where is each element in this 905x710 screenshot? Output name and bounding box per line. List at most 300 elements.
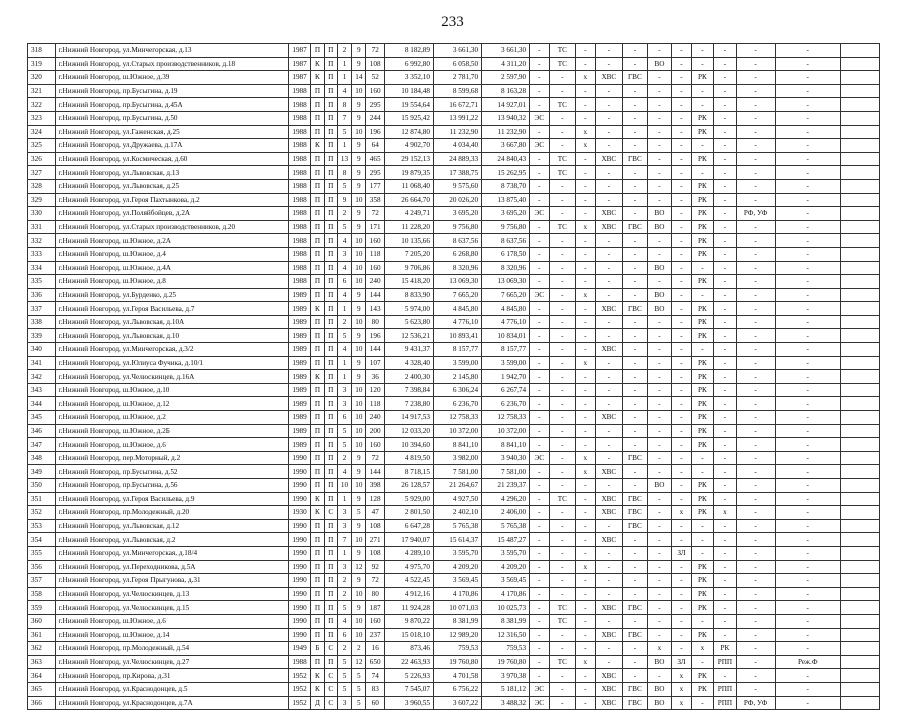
table-cell: - bbox=[672, 343, 691, 357]
table-cell: - bbox=[647, 152, 672, 166]
table-cell: г.Нижний Новгород, пер.Моторный, д.2 bbox=[55, 451, 288, 465]
table-cell: - bbox=[775, 288, 840, 302]
table-cell: 83 bbox=[366, 682, 384, 696]
table-cell: ТС bbox=[549, 614, 576, 628]
table-cell: - bbox=[775, 261, 840, 275]
table-cell: 3 595,70 bbox=[433, 546, 481, 560]
table-cell: К bbox=[311, 71, 324, 85]
table-cell: П bbox=[324, 397, 337, 411]
table-cell: 74 bbox=[366, 669, 384, 683]
table-cell: 15 262,95 bbox=[482, 166, 530, 180]
table-cell: - bbox=[530, 193, 549, 207]
table-cell: г.Нижний Новгород, ул.Львовская, д.12 bbox=[55, 519, 288, 533]
table-cell: - bbox=[736, 506, 775, 520]
table-cell: 351 bbox=[28, 492, 56, 506]
table-cell: - bbox=[672, 44, 691, 58]
page-number: 233 bbox=[441, 14, 464, 30]
table-cell: - bbox=[736, 179, 775, 193]
table-cell: 9 bbox=[352, 111, 366, 125]
table-cell: - bbox=[576, 574, 595, 588]
table-cell: - bbox=[775, 424, 840, 438]
table-cell: - bbox=[691, 533, 714, 547]
table-cell: - bbox=[714, 438, 737, 452]
table-cell: К bbox=[311, 302, 324, 316]
table-cell: - bbox=[672, 465, 691, 479]
table-cell: - bbox=[623, 111, 648, 125]
table-cell: г.Нижний Новгород, ш.Южное, д.10 bbox=[55, 383, 288, 397]
table-cell: 8 841,10 bbox=[482, 438, 530, 452]
table-cell: 2 bbox=[337, 451, 351, 465]
table-cell: 3 bbox=[337, 247, 351, 261]
table-cell: 329 bbox=[28, 193, 56, 207]
table-cell: 1 bbox=[337, 139, 351, 153]
table-cell: 7 581,00 bbox=[433, 465, 481, 479]
table-cell: 12 758,33 bbox=[433, 411, 481, 425]
table-cell: 12 033,20 bbox=[384, 424, 433, 438]
table-cell: 352 bbox=[28, 506, 56, 520]
table-cell: ХВС bbox=[595, 696, 623, 710]
table-cell: г.Нижний Новгород, ул.Челюскинцев, д.15 bbox=[55, 601, 288, 615]
table-cell: 26 664,70 bbox=[384, 193, 433, 207]
table-cell: - bbox=[549, 519, 576, 533]
table-cell: - bbox=[595, 519, 623, 533]
table-cell: 1989 bbox=[288, 370, 311, 384]
table-cell: 8 bbox=[337, 166, 351, 180]
table-cell: П bbox=[311, 574, 324, 588]
table-cell: 8 718,15 bbox=[384, 465, 433, 479]
table-cell: Реж.Ф bbox=[775, 655, 840, 669]
table-cell: г.Нижний Новгород, ул.Львовская, д.2 bbox=[55, 533, 288, 547]
table-cell: г.Нижний Новгород, ул.Челюскинцев, д.13 bbox=[55, 587, 288, 601]
table-cell: х bbox=[576, 465, 595, 479]
table-cell: 650 bbox=[366, 655, 384, 669]
table-cell: ХВС bbox=[595, 669, 623, 683]
table-cell: ТС bbox=[549, 601, 576, 615]
table-cell: - bbox=[736, 614, 775, 628]
table-cell: - bbox=[576, 44, 595, 58]
table-cell: 9 bbox=[352, 519, 366, 533]
table-cell: х bbox=[576, 220, 595, 234]
table-cell: х bbox=[576, 451, 595, 465]
table-cell: - bbox=[714, 111, 737, 125]
table-cell: 1 bbox=[337, 546, 351, 560]
table-cell: х bbox=[576, 356, 595, 370]
table-cell: - bbox=[775, 546, 840, 560]
table-cell: 118 bbox=[366, 397, 384, 411]
table-cell bbox=[840, 587, 879, 601]
table-row bbox=[28, 546, 880, 560]
table-cell: г.Нижний Новгород, ул.Краснодонцев, д.5 bbox=[55, 682, 288, 696]
table-cell: - bbox=[775, 166, 840, 180]
table-cell: - bbox=[623, 125, 648, 139]
table-cell: 15 018,10 bbox=[384, 628, 433, 642]
table-cell: ХВС bbox=[595, 411, 623, 425]
table-row bbox=[28, 574, 880, 588]
table-cell bbox=[840, 152, 879, 166]
table-cell: П bbox=[324, 438, 337, 452]
table-cell: П bbox=[311, 207, 324, 221]
table-cell: 1990 bbox=[288, 465, 311, 479]
table-cell: - bbox=[549, 247, 576, 261]
table-cell: - bbox=[714, 84, 737, 98]
table-cell: 1989 bbox=[288, 288, 311, 302]
table-cell: - bbox=[672, 234, 691, 248]
table-cell: - bbox=[623, 261, 648, 275]
table-cell: - bbox=[775, 193, 840, 207]
table-cell: - bbox=[691, 519, 714, 533]
table-cell: - bbox=[647, 614, 672, 628]
table-cell: 332 bbox=[28, 234, 56, 248]
table-cell: П bbox=[324, 193, 337, 207]
table-cell: 5 bbox=[352, 682, 366, 696]
table-cell: - bbox=[647, 139, 672, 153]
table-cell: П bbox=[324, 139, 337, 153]
table-cell: - bbox=[623, 288, 648, 302]
table-cell: 2 400,30 bbox=[384, 370, 433, 384]
table-cell: - bbox=[775, 125, 840, 139]
table-cell: - bbox=[691, 261, 714, 275]
table-cell bbox=[840, 574, 879, 588]
table-cell: 6 058,50 bbox=[433, 57, 481, 71]
table-cell: г.Нижний Новгород, ул.Героя Пахтынкова, д.2 bbox=[55, 193, 288, 207]
table-cell: ТС bbox=[549, 98, 576, 112]
table-cell: - bbox=[672, 614, 691, 628]
table-cell: 5 bbox=[337, 655, 351, 669]
table-cell: 10 bbox=[352, 411, 366, 425]
table-cell: 4 bbox=[337, 288, 351, 302]
table-row bbox=[28, 356, 880, 370]
table-cell: ХВС bbox=[595, 343, 623, 357]
table-cell: РК bbox=[691, 315, 714, 329]
table-cell: г.Нижний Новгород, пр.Бусыгина, д.52 bbox=[55, 465, 288, 479]
table-cell: - bbox=[530, 57, 549, 71]
table-cell: 72 bbox=[366, 574, 384, 588]
table-cell: - bbox=[736, 574, 775, 588]
table-cell: ТС bbox=[549, 44, 576, 58]
table-cell: П bbox=[311, 166, 324, 180]
table-cell: П bbox=[311, 424, 324, 438]
table-cell: К bbox=[311, 139, 324, 153]
table-cell: - bbox=[691, 614, 714, 628]
table-cell: ХВС bbox=[595, 207, 623, 221]
table-cell: 4 bbox=[337, 261, 351, 275]
table-cell: - bbox=[549, 139, 576, 153]
table-cell: - bbox=[647, 506, 672, 520]
table-cell: 6 bbox=[337, 275, 351, 289]
table-cell: 3 bbox=[337, 519, 351, 533]
table-cell: 360 bbox=[28, 614, 56, 628]
table-cell bbox=[840, 111, 879, 125]
table-cell: 10 bbox=[352, 397, 366, 411]
table-cell: г.Нижний Новгород, ул.Бурденко, д.25 bbox=[55, 288, 288, 302]
table-cell: 331 bbox=[28, 220, 56, 234]
table-cell: 3 bbox=[337, 383, 351, 397]
table-cell: х bbox=[672, 682, 691, 696]
table-cell: - bbox=[595, 261, 623, 275]
table-cell: - bbox=[736, 601, 775, 615]
table-cell: - bbox=[736, 655, 775, 669]
table-cell: 4 701,58 bbox=[433, 669, 481, 683]
table-cell: П bbox=[311, 329, 324, 343]
table-cell: - bbox=[595, 166, 623, 180]
table-cell: 1987 bbox=[288, 57, 311, 71]
table-cell: - bbox=[736, 111, 775, 125]
table-cell: - bbox=[576, 696, 595, 710]
table-cell: 7 205,20 bbox=[384, 247, 433, 261]
table-cell: - bbox=[775, 179, 840, 193]
table-cell: г.Нижний Новгород, ул.Краснодонцев, д.7А bbox=[55, 696, 288, 710]
table-cell: 1987 bbox=[288, 71, 311, 85]
table-cell: - bbox=[549, 424, 576, 438]
table-cell: П bbox=[311, 397, 324, 411]
table-cell: - bbox=[623, 642, 648, 656]
table-cell: 8 841,10 bbox=[433, 438, 481, 452]
table-cell: - bbox=[549, 383, 576, 397]
table-cell: ЭС bbox=[530, 111, 549, 125]
table-cell: - bbox=[595, 139, 623, 153]
table-cell: - bbox=[647, 560, 672, 574]
table-cell: 4 975,70 bbox=[384, 560, 433, 574]
table-cell: 10 bbox=[352, 479, 366, 493]
table-cell: 240 bbox=[366, 411, 384, 425]
table-cell: 12 536,21 bbox=[384, 329, 433, 343]
table-cell: - bbox=[576, 343, 595, 357]
table-cell: П bbox=[311, 343, 324, 357]
table-cell: - bbox=[623, 207, 648, 221]
table-cell: 336 bbox=[28, 288, 56, 302]
table-cell: - bbox=[775, 696, 840, 710]
table-cell: ГВС bbox=[623, 451, 648, 465]
table-row bbox=[28, 71, 880, 85]
table-cell: - bbox=[714, 628, 737, 642]
table-cell: - bbox=[576, 642, 595, 656]
table-cell: г.Нижний Новгород, пр.Кирова, д.31 bbox=[55, 669, 288, 683]
housing-registry-table bbox=[27, 43, 880, 710]
table-cell: - bbox=[714, 343, 737, 357]
table-cell: - bbox=[623, 479, 648, 493]
table-cell: - bbox=[775, 628, 840, 642]
table-cell: - bbox=[595, 179, 623, 193]
table-cell: РК bbox=[691, 179, 714, 193]
table-cell: - bbox=[736, 479, 775, 493]
table-cell: РПП bbox=[714, 682, 737, 696]
table-cell: ВО bbox=[647, 261, 672, 275]
table-cell bbox=[840, 397, 879, 411]
table-cell: - bbox=[576, 261, 595, 275]
table-cell: 144 bbox=[366, 343, 384, 357]
table-cell: г.Нижний Новгород, ш.Южное, д.39 bbox=[55, 71, 288, 85]
table-cell: - bbox=[775, 682, 840, 696]
table-cell: П bbox=[311, 519, 324, 533]
table-cell: П bbox=[324, 288, 337, 302]
table-cell: - bbox=[530, 587, 549, 601]
table-cell: - bbox=[672, 261, 691, 275]
table-cell: - bbox=[736, 465, 775, 479]
table-cell: г.Нижний Новгород, пр.Молодежный, д.20 bbox=[55, 506, 288, 520]
table-cell: 5 bbox=[352, 696, 366, 710]
table-cell: - bbox=[530, 98, 549, 112]
table-cell: - bbox=[623, 411, 648, 425]
table-cell: - bbox=[714, 261, 737, 275]
table-cell bbox=[840, 655, 879, 669]
table-cell: 24 840,43 bbox=[482, 152, 530, 166]
table-cell: П bbox=[324, 479, 337, 493]
table-cell: 4 819,50 bbox=[384, 451, 433, 465]
table-cell: - bbox=[623, 574, 648, 588]
table-cell: - bbox=[549, 587, 576, 601]
table-cell: г.Нижний Новгород, ул.Героя Васильева, д.9 bbox=[55, 492, 288, 506]
table-cell: - bbox=[576, 682, 595, 696]
table-cell: - bbox=[595, 642, 623, 656]
table-cell: - bbox=[714, 207, 737, 221]
table-cell: - bbox=[549, 533, 576, 547]
table-cell: г.Нижний Новгород, ул.Челюскинцев, д.16А bbox=[55, 370, 288, 384]
table-cell: 3 940,30 bbox=[482, 451, 530, 465]
table-cell bbox=[840, 207, 879, 221]
table-cell: х bbox=[672, 669, 691, 683]
table-cell: - bbox=[714, 519, 737, 533]
table-cell: - bbox=[736, 139, 775, 153]
table-cell: П bbox=[311, 546, 324, 560]
table-cell: ЗЛ bbox=[672, 655, 691, 669]
table-cell: 10 bbox=[352, 587, 366, 601]
table-cell: - bbox=[595, 451, 623, 465]
table-cell: 2 597,90 bbox=[482, 71, 530, 85]
table-cell: - bbox=[736, 642, 775, 656]
table-cell: 9 870,22 bbox=[384, 614, 433, 628]
table-cell: П bbox=[311, 560, 324, 574]
table-cell: - bbox=[672, 479, 691, 493]
table-cell: П bbox=[324, 601, 337, 615]
table-cell: 326 bbox=[28, 152, 56, 166]
table-cell: 6 647,28 bbox=[384, 519, 433, 533]
table-cell: 3 bbox=[337, 696, 351, 710]
table-cell: г.Нижний Новгород, пр.Бусыгина, д.56 bbox=[55, 479, 288, 493]
table-cell: 3 bbox=[337, 560, 351, 574]
table-cell: ГВС bbox=[623, 506, 648, 520]
table-cell: - bbox=[647, 275, 672, 289]
table-cell: - bbox=[714, 220, 737, 234]
table-cell: - bbox=[530, 152, 549, 166]
table-cell: 356 bbox=[28, 560, 56, 574]
table-cell: - bbox=[595, 57, 623, 71]
table-cell: 14 917,53 bbox=[384, 411, 433, 425]
table-cell: 11 232,90 bbox=[433, 125, 481, 139]
table-cell: - bbox=[623, 370, 648, 384]
table-row bbox=[28, 207, 880, 221]
table-cell: П bbox=[324, 356, 337, 370]
table-cell: ХВС bbox=[595, 506, 623, 520]
table-cell: П bbox=[324, 533, 337, 547]
table-cell: - bbox=[576, 492, 595, 506]
table-row bbox=[28, 682, 880, 696]
table-cell: РК bbox=[691, 506, 714, 520]
table-cell: 5 bbox=[337, 682, 351, 696]
table-cell: 7 665,20 bbox=[433, 288, 481, 302]
table-cell: 2 402,10 bbox=[433, 506, 481, 520]
table-cell: х bbox=[576, 655, 595, 669]
table-cell: 10 372,00 bbox=[433, 424, 481, 438]
table-row bbox=[28, 506, 880, 520]
table-cell: 9 bbox=[352, 574, 366, 588]
table-row bbox=[28, 220, 880, 234]
table-cell: х bbox=[576, 288, 595, 302]
table-cell: 9 bbox=[352, 465, 366, 479]
table-cell: - bbox=[576, 111, 595, 125]
table-cell: - bbox=[623, 383, 648, 397]
table-cell: 9 bbox=[352, 98, 366, 112]
table-cell: 10 135,66 bbox=[384, 234, 433, 248]
table-cell: 10 394,60 bbox=[384, 438, 433, 452]
table-row bbox=[28, 411, 880, 425]
table-cell: 9 bbox=[352, 57, 366, 71]
table-cell: - bbox=[775, 152, 840, 166]
table-cell: 160 bbox=[366, 234, 384, 248]
table-cell: - bbox=[576, 424, 595, 438]
table-cell: РПП bbox=[714, 696, 737, 710]
table-cell: 9 bbox=[352, 546, 366, 560]
table-cell: 11 068,40 bbox=[384, 179, 433, 193]
table-cell: - bbox=[549, 71, 576, 85]
table-cell: - bbox=[736, 152, 775, 166]
table-cell: 1988 bbox=[288, 234, 311, 248]
table-cell: - bbox=[623, 356, 648, 370]
table-cell: - bbox=[623, 438, 648, 452]
table-cell: П bbox=[324, 628, 337, 642]
table-cell: ВО bbox=[647, 696, 672, 710]
table-cell: - bbox=[530, 397, 549, 411]
table-cell bbox=[840, 696, 879, 710]
table-cell: - bbox=[775, 438, 840, 452]
table-cell: 4 bbox=[337, 614, 351, 628]
table-cell bbox=[840, 57, 879, 71]
table-cell: К bbox=[311, 682, 324, 696]
table-cell: - bbox=[549, 356, 576, 370]
table-cell: - bbox=[530, 533, 549, 547]
table-cell: - bbox=[623, 465, 648, 479]
table-cell: - bbox=[736, 84, 775, 98]
table-cell: 1 bbox=[337, 492, 351, 506]
table-cell: - bbox=[595, 247, 623, 261]
table-cell: - bbox=[530, 44, 549, 58]
table-cell: - bbox=[647, 533, 672, 547]
table-cell: 6 236,70 bbox=[433, 397, 481, 411]
table-cell: П bbox=[324, 560, 337, 574]
table-cell: 4 bbox=[337, 465, 351, 479]
table-cell: РК bbox=[691, 397, 714, 411]
table-cell: 244 bbox=[366, 111, 384, 125]
table-cell: - bbox=[714, 247, 737, 261]
table-cell: 9 bbox=[352, 356, 366, 370]
table-cell: - bbox=[595, 560, 623, 574]
table-row bbox=[28, 343, 880, 357]
table-cell bbox=[840, 669, 879, 683]
table-cell: 343 bbox=[28, 383, 56, 397]
table-cell: РК bbox=[691, 111, 714, 125]
table-cell: 5 bbox=[337, 601, 351, 615]
table-cell: - bbox=[549, 438, 576, 452]
table-row bbox=[28, 642, 880, 656]
table-cell: - bbox=[691, 696, 714, 710]
table-cell: 9 bbox=[352, 152, 366, 166]
table-cell: П bbox=[311, 193, 324, 207]
table-cell bbox=[840, 533, 879, 547]
table-cell: 12 bbox=[352, 560, 366, 574]
table-cell: - bbox=[530, 465, 549, 479]
table-cell: 47 bbox=[366, 506, 384, 520]
table-cell: 1988 bbox=[288, 207, 311, 221]
table-cell: - bbox=[672, 397, 691, 411]
